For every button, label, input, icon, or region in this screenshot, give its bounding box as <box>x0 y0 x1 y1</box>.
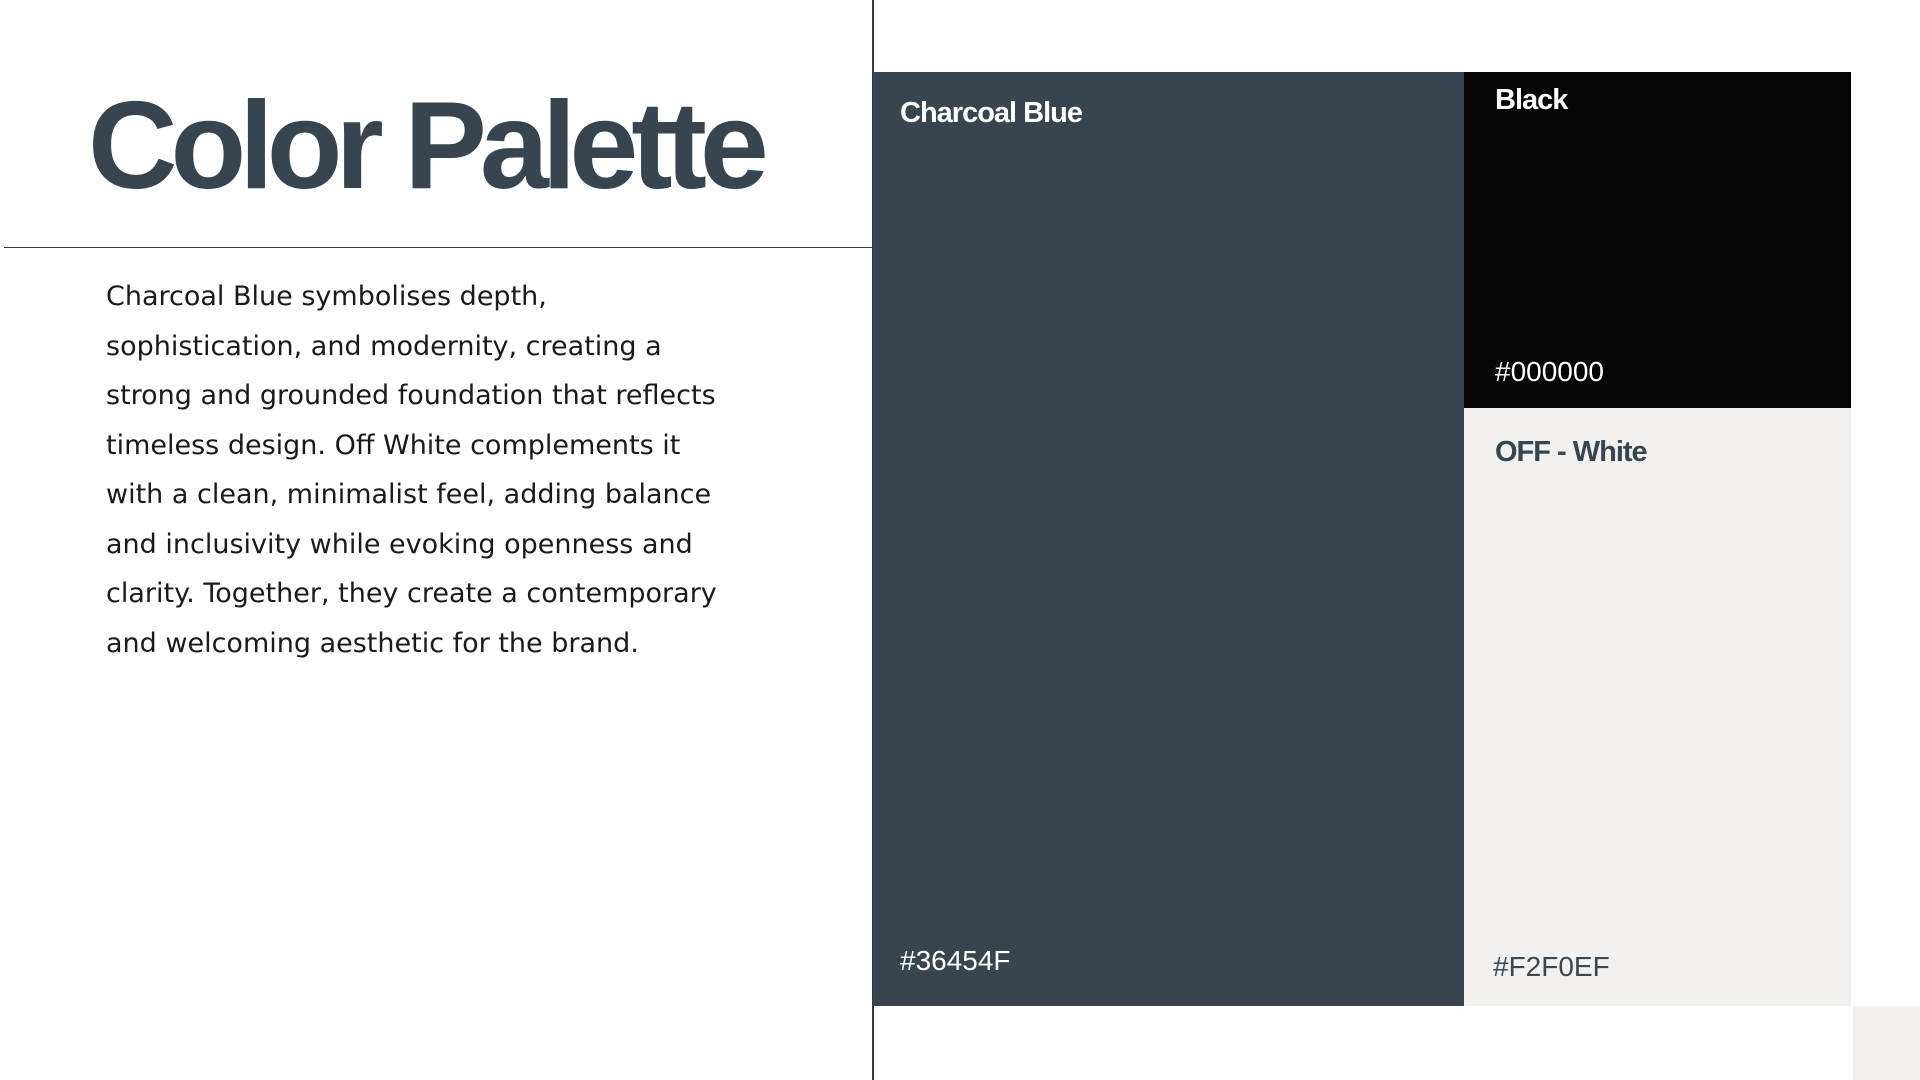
swatch-charcoal-blue <box>873 72 1464 1006</box>
swatch-hex-code: #36454F <box>900 945 1011 976</box>
swatch-name: OFF - White <box>1495 436 1647 468</box>
swatch-hex-code: #F2F0EF <box>1493 951 1610 982</box>
horizontal-divider <box>4 247 872 248</box>
palette-description: Charcoal Blue symbolises depth, sophistication, and modernity, creating a strong and grounded foundation that reflects timeless design. Off White complements it with a clean, minimalist feel, adding balance and inclusivity while evoking openness and clarity. Together, they create a contemporary and welcoming aesthetic for the brand. <box>106 281 717 659</box>
swatch-black <box>1464 72 1851 408</box>
corner-swatch-block <box>1853 1006 1920 1080</box>
swatch-name: Charcoal Blue <box>900 97 1082 129</box>
swatch-hex-code: #000000 <box>1495 356 1605 387</box>
page-title: Color Palette <box>88 77 762 215</box>
swatch-name: Black <box>1495 84 1568 116</box>
swatch-off-white <box>1464 408 1851 1006</box>
